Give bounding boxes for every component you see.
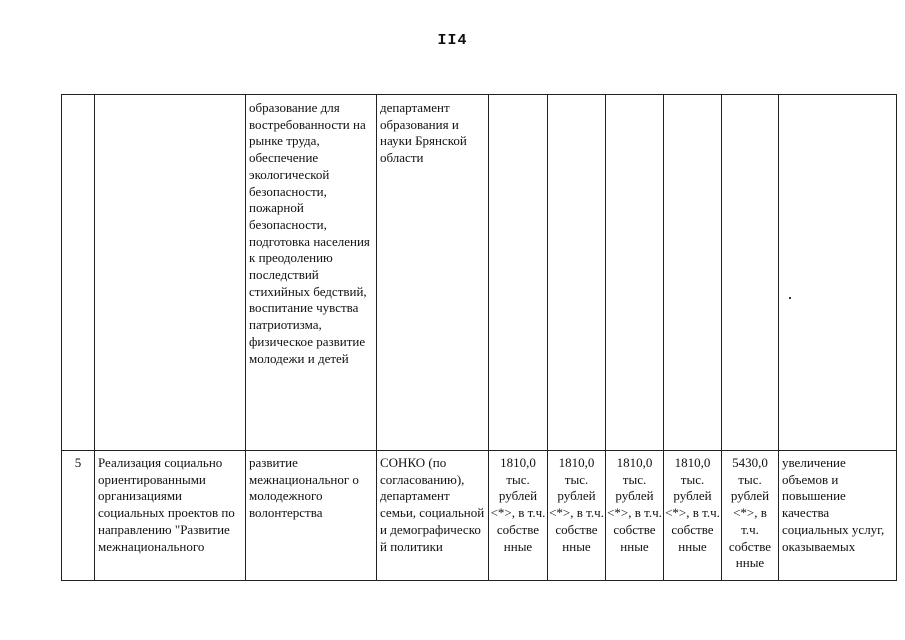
- funding-text: 1810,0 тыс. рублей <*>, в т.ч. собстве нные: [549, 455, 604, 554]
- result-cell: [779, 451, 897, 581]
- row-number-cell: [62, 451, 95, 581]
- event-cell: [95, 95, 246, 451]
- executor-text: департамент образования и науки Брянской области: [380, 100, 467, 166]
- result-cell: [779, 95, 897, 451]
- row-number-cell: [62, 95, 95, 451]
- executor-cell: [377, 95, 489, 451]
- funding-cell-3: [606, 451, 664, 581]
- executor-cell: [377, 451, 489, 581]
- direction-cell: [246, 451, 377, 581]
- table-row: [62, 95, 897, 451]
- funding-cell-5: [722, 451, 779, 581]
- funding-cell-5: [722, 95, 779, 451]
- funding-cell-2: [548, 451, 606, 581]
- funding-cell-4: [664, 95, 722, 451]
- funding-text: 1810,0 тыс. рублей <*>, в т.ч. собстве нные: [665, 455, 720, 554]
- funding-text: 1810,0 тыс. рублей <*>, в т.ч. собстве нные: [490, 455, 546, 554]
- funding-cell-3: [606, 95, 664, 451]
- funding-text: 5430,0 тыс. рублей <*>, в т.ч. собстве нные: [728, 455, 772, 571]
- event-text: Реализация социально ориентированными организациями социальных проектов по направлению "Развитие межнационального: [98, 455, 235, 554]
- page-number: II4: [437, 32, 468, 49]
- funding-cell-4: [664, 451, 722, 581]
- result-text: увеличение объемов и повышение качества социальных услуг, оказываемых: [782, 455, 885, 554]
- funding-cell-1: [489, 95, 548, 451]
- table-row: [62, 451, 897, 581]
- direction-cell: [246, 95, 377, 451]
- funding-cell-1: [489, 451, 548, 581]
- event-cell: [95, 451, 246, 581]
- direction-text: образование для востребованности на рынке труда, обеспечение экологической безопасности, пожарной безопасности, подготовка населения к преодолению последствий стихийных бедствий, воспитание чувства патриотизма, физическое развитие молодежи и детей: [249, 100, 370, 366]
- direction-text: развитие межнациональног о молодежного волонтерства: [249, 455, 359, 521]
- funding-text: 1810,0 тыс. рублей <*>, в т.ч. собстве нные: [607, 455, 662, 554]
- scan-speck: [789, 297, 791, 299]
- row-number: 5: [74, 455, 82, 470]
- funding-cell-2: [548, 95, 606, 451]
- executor-text: СОНКО (по согласованию), департамент семьи, социальной и демографическо й политики: [380, 455, 485, 554]
- program-table: [61, 94, 897, 581]
